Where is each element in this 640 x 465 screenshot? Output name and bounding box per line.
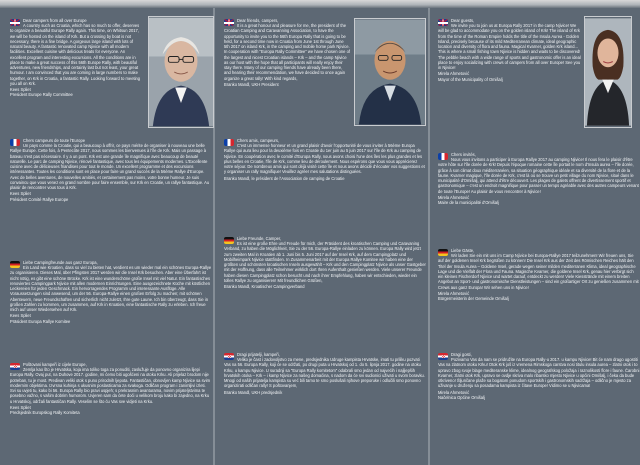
- croatia-flag-icon: [438, 353, 448, 360]
- portrait-branko-mandl-image: [355, 19, 425, 125]
- letter-greeting: Liebe Gäste,: [451, 248, 475, 253]
- germany-flag-icon: [224, 237, 234, 244]
- letter-greeting: Dragi gosti,: [451, 352, 472, 357]
- letter-signatory-title: Načelnica Općine Omišalj: [438, 394, 485, 400]
- letter-body: Es ist eine große Ehre und Freude für mich, der Präsident des kroatischen Camping und Caravaning Verband, zu haben die Möglichkeit, Sie zu der 56. Europa-Rallye einladen zu können. Europa Rally wird jetzt zum zweiten Mal in Kroatien ab 1. Juni bis 5. Juni 2017 auf der Insel Krk, auf dem Campingplatz und Mobilheimpark Njivice stattfinden. In Zusammenarbeit mit der Europa Rallye Komitee wir haben eine der größten und schönsten kroatischen Inseln ausgewählt – Krk und den Campingplatz Njivice als unser Gastgeber mit der Hoffnung, dass alle Teilnehmer wirklich dort Ihren Aufenthalt genießen werden. Viele unserer Freunde haben diesen Campingplatz schon besucht und nach ihrer Empfehlung, haben wir entschieden, wieder ein tolles Rallye zu organisieren! Mit freundlichen Grüßen,: [224, 241, 426, 283]
- croatia-flag-icon: [224, 353, 234, 360]
- letter-body: Ein Land wie Kroatien, dass so viel zu bieten hat, verdient es um wieder mal ein schönes Europa-Rallye zu organisieren. Dieses Mal, über Pfingsten 2017 werden wir die Insel Krk besuchen. Aber eine Überfahrt ist nicht nötig, es gibt eine schöne Brücke. Krk ist eine wunderschöne große Insel mit viel Natur. Ein fantastisches renoviertes Campingpark Njivice mit allen modernen Einrichtungen. Eine ausgezeichnete Küche mit köstlichen Leckereien für jeden Geschmack. Ein hervorragendes Programm und interessante Ausflüge. Alle Voraussetzungen sind anwesend, um der 56. Europa-Rallye einen großen Erfolg zu machen; mit schönen Abenteuern, neue Freundschaften und sicherlich nicht zuletzt, Ihre gute Laune. Ich bin überzeugt, dass Sie in großen Zahlen zu kommen, um zusammen, auf Krk in Kroatien, eine fantastische Rally zu erleben. Ich freue mich auf unser Wiedersehen auf Krk.: [10, 265, 212, 313]
- page-top-edge: [0, 0, 640, 8]
- letter-signatory-title: Mayor of the Municipality of Omišalj: [438, 76, 503, 82]
- letter-signature: Kees Spliet: [10, 191, 31, 197]
- letter-signature: Mirela Ahmetović: [438, 71, 470, 77]
- photo-kees-spliet: [148, 16, 214, 128]
- letter-body: C'est un immense honneur et un grand plaisir d'avoir l'opportunité de vous inviter à 56ème Europa Rallye qui aura lieu pour la deuxième fois en Croatie du 1er juin au 5 juin 2017 sur l'île de Krk au camping de Njivice. En coopération avec le comité d'Europa Rally, nous avons choisi l'une des îles les plus grandes et les plus belles en Croatie, l'île de Krk, comme lieu de déroulement. Nous espérons que vous vous apprécierez votre séjour. De nombreux amis qui sont déjà visité cette île et nous avons décidé d'écouter vos suggestions et y organiser un rally magnifique! Veuillez agréer mes salutations distinguées.: [224, 143, 425, 175]
- letter-fr-committee: [10, 138, 212, 250]
- letter-signatory-title: Präsident Europa Rallye Komitee: [10, 318, 71, 324]
- france-flag-icon: [10, 139, 20, 146]
- letter-body: Wir laden Sie ein mit uns im Camp Njivice bei Europa-Rallye 2017 teilzunehmen! Wir freuen uns, Sie auf der goldenen Insel Krk begrüßen zu können! Die Insel Krk aus der Zeit des Römischen Reiches hält den Titel der Insula Aurea – Goldene Insel, gerade wegen seiner milden mediterranen Klima, ideal geographische Lage und die Vielfalt der Flora und Fauna. Magische Kvarner, die goldene Insel Krk, genau hier verbirgt sich ein kleines Fischerdorf Njivice und wartet darauf, entdeckt zu werden! Viele Kiesstrände mit einem breiten Angebot an Sport- und gastronomische Dienstleistungen – sind ein großartiger Ort zu genießen zusammen mit Crews aus ganz Europa! Wir sehen uns in Njivice!: [438, 253, 639, 290]
- letter-body: Un pays comme la Croatie, qui a beaucoup à offrir, ce pays mérite de organiser à nouveau une belle Rallye Europe. Cette fois, à Pentecôte 2017, nous sommes les bienvenues à l'île de Krk. Mais un passage à bateau n'est pas nécessaire. Il y a un pont. Krk est une grande île magnifique avec beaucoup de beauté naturelle. Le parc de camping Njivice, rénové fantastique, avec tous les équipements modernes. L'Excellente cuisine avec de délicieuses friandises pour tout le monde. Un excellent programme et des excursions intéressantes. Toutes les conditions sont en place pour faire un grand succès de la 56ème Rallye d'Europe. Avec de belles aventures, de nouvelles amitiés, et certainement pas moins, votre bonne humeur. Je suis convaincu que vous venez en grand nombre pour faire ensemble, sur Krk en Croatie, un rallye fantastique. Au plaisir de rencontrer vous tous à Krk.: [10, 143, 210, 191]
- photo-mirela-ahmetovic: [584, 16, 632, 128]
- letter-de-committee: [10, 260, 212, 360]
- letter-greeting: Dear campers from all over Europe: [23, 18, 87, 23]
- letter-signatory-title: President Europe Rally Committee: [10, 92, 73, 98]
- letter-hr-ukh: [224, 352, 426, 460]
- letter-signature: Kees Spliet: [10, 313, 31, 319]
- letter-body: Zemlja kao što je Hrvatska, koja ima toliko toga za ponuditi, zaslužuje da ponovno organizira lijepi Europa Rally. Ovaj put, na Duhove 2017. godine, mi ćemo biti ugošćeni na otoku Krku. Ali prijelaz brodom nije potreban, tu je most. Predivan veliki otok s puno prirodnih ljepota. Fantastičan, obnovljen kamp Njivice sa svim modernim objektima. Izvrsna kuhinja s ukusnim poslasticama za svakoga. Odličan program i zanimljivi izleti. Svi su uvjeti tu, kako bi 56. Europa Rally bio pravi uspjeh; s prekrasnim avanturama, novim prijateljstvima te posebno važno, s vašim dobrim humorom. Uvjeren sam da ćete doći u velikom broju kako bi zajedno, na Krku u Hrvatskoj, održali fantastičan Rally. Veselim se što ću Vas sve vidjeti na Krku.: [10, 367, 211, 404]
- letter-body: Nous vous invitons a participer à Europa Rallye 2017 au camping Njivice! Il nous fera le plaisir d'être votre hôte sur l'île dorée de Krk! Depuis l'époque romaine cette île portait le nom d'Insula aurea – l'île dorée, grâce à son climat doux méditerranéen, sa situation géographique idéale et sa diversité de la flore et de la faune. Kvarner magique, l'île dorée de Krk, c'est là où se trouve un petit village du nom Njivice, situé dans le municipalité d'Omišalj, qui attend d'être découvert. Les plages de galets offrent de divertissement sportif et gastronomique – c'est un endroit magnifique pour passer un temps agréable avec des autres campeurs venant de toute l'Europe! Au plaisir de vous rencontrer à Njivice!: [438, 157, 639, 194]
- letter-signature: Mirela Ahmetović: [438, 194, 470, 200]
- letter-fr-ukh: [224, 138, 426, 234]
- letter-body: Veliko je čast i zadovoljstvo za mene, predsjednika Udruge kampista Hrvatske, imati tu priliku pozvati Vas na 56. Europa Rally, koji će se održati, po drugi puta u Hrvatskoj od 1. do 5. lipnja 2017. godine na otoku Krku, u kampu Njivice. U suradnji sa "Europa Rally komitetom" odabrali smo jedan od najvećih i najljepših hrvatskih otoka – Krk – i kamp Njivice za našeg domaćina, s nadom da će svi sudionici uživati u svom boravku. Mnogi od naših prijatelja kampista su već bili tamo te smo poslušali njihove preporuke i odlučili smo ponovno organizirati odličan rally! S poštovanjem,: [224, 357, 425, 389]
- letter-greeting: Dear guests,: [451, 18, 475, 23]
- letter-signatory-title: Président Comité Rallye Europe: [10, 196, 69, 202]
- letter-body: We invite you to join us at Europa Rally 2017 in the camp Njivice! We will be glad to accommodate you on the golden island of Krk! The island of Krk from the time of the Roman Empire holds the title of the Insula Aurea - Golden Island, precisely because of its mild Mediterranean climate, ideal geographic location and diversity of flora and fauna. Magical Kvarner, golden Krk island... This is where a small fishing town Njivice is hidden and waits to be discovered! The pebble beach with a wide range of sports and gastronomic offer is an ideal place to enjoy socializing with crews of campers from all over Europe! See you in Njivice!: [438, 23, 581, 71]
- letter-de-ukh: [224, 236, 426, 350]
- letter-signatory-title: Predsjednik Europskog Rally Komiteta: [10, 410, 80, 416]
- letter-signatory-title: Bürgermeisterin der Gemeinde Omišalj: [438, 296, 509, 302]
- uk-flag-icon: [224, 19, 234, 26]
- letter-body: It is a great honour and pleasure for me, the president of the Croatian Camping and Caravanning Association, to have the opportunity to invite you to the 56th Europa Rally that is going to be held, for a second time now in Croatia from June 1st through June 5th 2017 on island Krk, in the camping and mobile home park Njivice. In cooperation with "Europa Rally Committee" we have chosen one of the largest and nicest Croatian islands – Krk – and the camp Njivice as our host with the hope that all participants will really enjoy their stay there. Many of our camping friends have already been there, and hearing their recommendation, we have decided to once again organize a great rally! With kind regards,: [224, 23, 350, 81]
- letter-signature: Branko Mandl, UKH President: [224, 81, 279, 87]
- letter-en-committee: [10, 18, 142, 130]
- uk-flag-icon: [438, 19, 448, 26]
- portrait-kees-spliet-image: [149, 17, 213, 127]
- letter-signature: Mirela Ahmetović: [438, 290, 470, 296]
- letter-signatory-title: Maire de la municipalité d'Omišalj: [438, 200, 499, 206]
- letter-signature: Branko Mandl, le président de l'Association de camping de Croatie: [224, 175, 345, 181]
- france-flag-icon: [224, 139, 234, 146]
- letter-hr-committee: [10, 362, 212, 460]
- letter-hr-mayor: [438, 352, 640, 460]
- letter-body: Pozivamo Vas da nam se pridružite na Europa Rally-u 2017. u kampu Njivice! Bit će nam drago ugostiti Vas na zlatnom otoku Krku! Otok Krk još iz vremena Rimskoga carstva nosi titulu insula aurea – zlatni otok i to upravo zbog svoje blage mediteranske klime, idealnog geografskog položaja i raznolikosti flore i faune. Čarobni Kvarner, zlatni otok Krk, upravo se ovdje skriva malo ribarsko mjesto Njivice u općini Omišalj, i čeka da bude otkriveno! Šljunčane plaže sa bogatom ponudom sportskih i gastronomskih sadržaja – odlično je mjesto za uživanje u druženju sa posadama kampista iz čitave Europe! Vidimo se u Njivicama!: [438, 357, 640, 389]
- uk-flag-icon: [10, 19, 20, 26]
- letter-greeting: Poštovani kampeři iz cijele Europe,: [23, 362, 87, 367]
- france-flag-icon: [438, 153, 448, 160]
- letter-signature: Kees Spliet: [10, 404, 31, 410]
- letter-greeting: Dear friends, campers,: [237, 18, 279, 23]
- letter-fr-mayor: [438, 152, 640, 248]
- letter-en-ukh: [224, 18, 350, 130]
- column-mayor-omisalj: [438, 12, 640, 461]
- letter-de-mayor: [438, 248, 640, 348]
- germany-flag-icon: [438, 249, 448, 256]
- column-president-committee: [10, 12, 212, 461]
- portrait-mirela-ahmetovic-image: [585, 17, 631, 127]
- letter-greeting: Chers campeurs de toute l'Europe: [23, 138, 85, 143]
- letter-greeting: Dragi prijatelji, kampeři,: [237, 352, 280, 357]
- letter-signature: Mirela Ahmetović: [438, 389, 470, 395]
- letter-greeting: Liebe Freunde, Camper,: [237, 236, 282, 241]
- letter-signature: Branko Mandl, Kroatischer Campingverband: [224, 284, 305, 290]
- column-ukh-president: [224, 12, 426, 461]
- letter-body: A country such as Croatia, which has so much to offer, deserves to organize a beautiful Europe Rally again. This time, on Whitsun 2017, we will be hosted on the island of Krk. But a crossing by boat is not necessary, there is a fine bridge. A gorgeous large island with lots of natural beauty. A fantastic renovated camp Njivice with all modern facilities. Excellent cuisine with delicious treats for everyone. An excellent program and interesting excursions. All the conditions are in place to make a great success of this 56th Europe Rally, with beautiful adventures, new friendships, and certainly last but not least, your great humour. I am convinced that you are coming in large numbers to make together, on Krk in Croatia, a fantastic Rally. Looking forward to meeting you all on Krk.: [10, 23, 141, 86]
- letter-greeting: Chers amis, campeurs,: [237, 138, 280, 143]
- letter-signature: Branko Mandl, UKH predsjednik: [224, 389, 283, 395]
- letter-greeting: Chers invités,: [451, 152, 476, 157]
- letter-greeting: Liebe Campingfreunde aus ganz Europa,: [23, 260, 98, 265]
- letter-en-mayor: [438, 18, 582, 136]
- croatia-flag-icon: [10, 363, 20, 370]
- letter-signature: Kees Spliet: [10, 87, 31, 93]
- photo-branko-mandl: [354, 18, 426, 126]
- fold-line-right: [428, 8, 430, 465]
- germany-flag-icon: [10, 261, 20, 268]
